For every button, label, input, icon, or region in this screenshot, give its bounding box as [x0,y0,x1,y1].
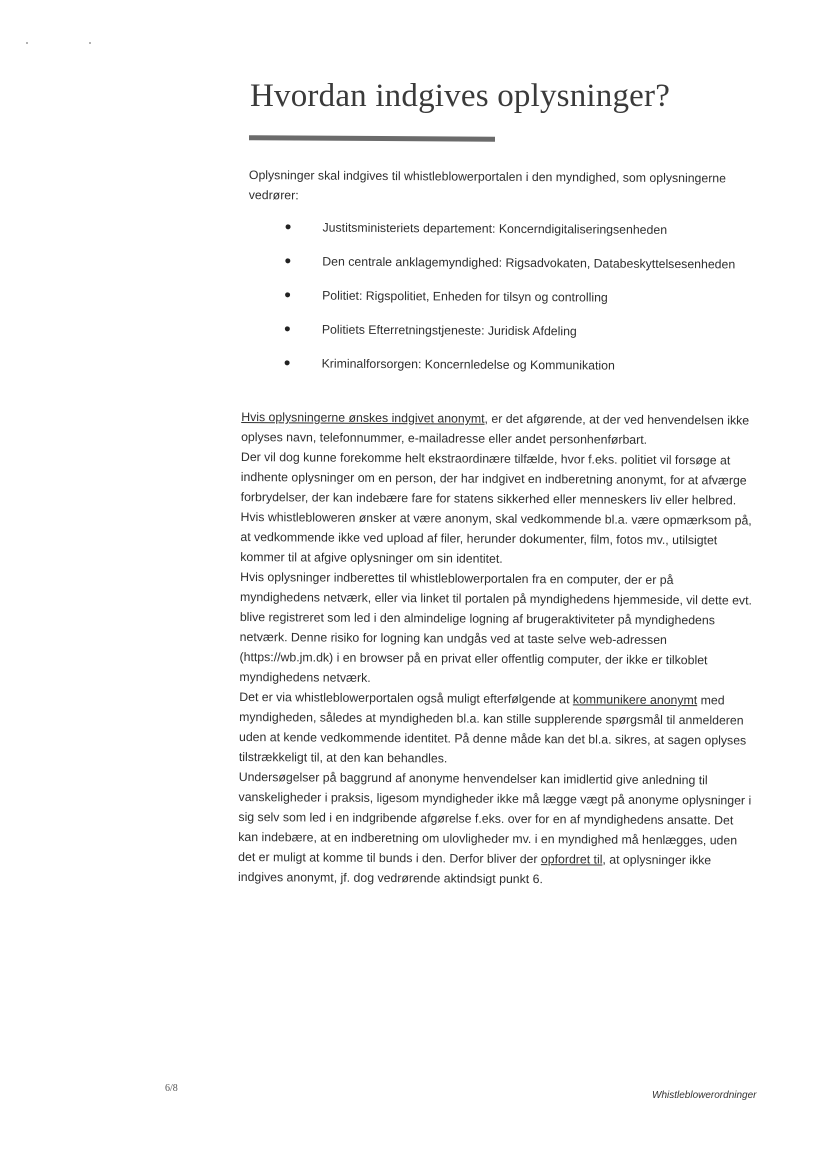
scan-speck [26,42,28,44]
bullet-icon [285,360,290,365]
title-underline [249,135,495,142]
communication-paragraph: Det er via whistleblowerportalen også muligt efterfølgende at kommunikere anonymt med myndigheden, således at myndigheden bl.a. kan stille supplerende spørgsmål til anmelderen uden at kende vedkommende identitet. På denne måde kan det bl.a. sikres, at sagen oplyses tilstrækkeligt til, at den kan behandles. [238,689,747,766]
bullet-icon [285,326,290,331]
network-paragraph: Hvis oplysninger indberettes til whistleblowerportalen fra en computer, der er på myndighedens netværk, eller via linket til portalen på myndighedens hjemmeside, vil dette evt. blive registreret som led i den almindelige logning af brugeraktiviteter på myndighedens netværk. Denne risiko for logning kan undgås ved at taste selve web-adressen (https://wb.jm.dk) i en browser på en privat eller offentlig computer, der ikke er tilkoblet myndighedens netværk. [239,569,752,685]
authority-list [241,217,757,391]
list-item: Justitsministeriets departement: Koncerndigitaliseringsenheden [242,217,757,255]
body-content [238,165,758,891]
exception-paragraph: Der vil dog kunne forekomme helt ekstraordinære tilfælde, hvor f.eks. politiet vil forsøge at indhente oplysninger om en person, der har indgivet en indberetning anonymt, for at afværge forbrydelser, der kan indebære fare for statens sikkerhed eller menneskers liv eller helbred. [240,449,747,508]
bullet-icon [285,292,290,297]
list-item: Kriminalforsorgen: Koncernledelse og Kommunikation [241,353,756,391]
upload-warning-paragraph: Hvis whistlebloweren ønsker at være anonym, skal vedkommende bl.a. være opmærksom på, at vedkommende ikke ved upload af filer, herunder dokumenter, film, fotos mv., utilsigtet kommer til at afgive oplysninger om sin identitet. [240,509,752,566]
list-item: Politiets Efterretningstjeneste: Juridisk Afdeling [242,319,757,357]
bullet-icon [285,258,290,263]
investigation-paragraph: Undersøgelser på baggrund af anonyme henvendelser kan imidlertid give anledning til vanskeligheder i praksis, ligesom myndigheder ikke må lægge vægt på anonyme oplysninger i sig selv som led i en indgribende afgørelse f.eks. over for en af myndighedens ansatte. Det kan indebære, at en indberetning om ulovligheder mv. i en myndighed må henlægges, uden det er muligt at komme til bunds i den. Derfor bliver der opfordret til, at oplysninger ikke indgives anonymt, jf. dog vedrørende aktindsigt punkt 6. [237,769,752,887]
intro-paragraph: Oplysninger skal indgives til whistleblowerportalen i den myndighed, som oplysningerne vedrører: [248,168,727,203]
scan-speck [89,42,91,44]
bullet-icon [286,224,291,229]
anonymity-link[interactable]: Hvis oplysningerne ønskes indgivet anonymt [241,409,485,426]
anonymity-paragraph: Hvis oplysningerne ønskes indgivet anonymt, er det afgørende, at der ved henvendelsen ikke oplyses navn, telefonnummer, e-mailadresse eller andet personhenførbart. [241,409,750,447]
list-item: Politiet: Rigspolitiet, Enheden for tilsyn og controlling [242,285,757,323]
page-number: 6/8 [165,1083,178,1094]
communicate-anonymously-link[interactable]: kommunikere anonymt [572,692,698,708]
list-item: Den centrale anklagemyndighed: Rigsadvokaten, Databeskyttelsesenheden [242,251,757,289]
encouraged-link[interactable]: opfordret til [540,852,603,867]
document-name: Whistleblowerordninger [652,1090,757,1101]
page-title: Hvordan indgives oplysninger? [250,78,671,114]
anonymity-section [240,407,756,571]
